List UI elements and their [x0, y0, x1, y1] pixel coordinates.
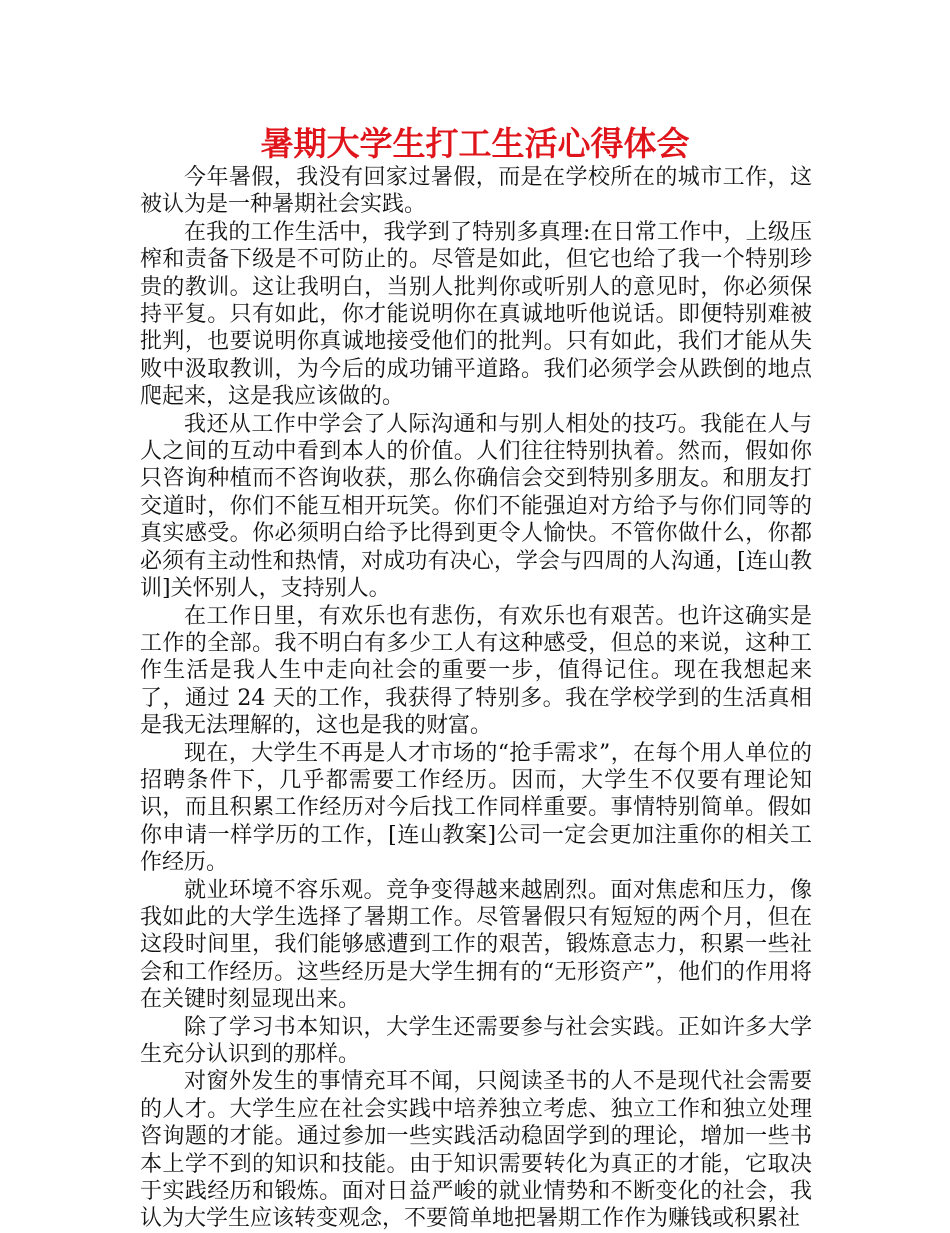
paragraph-5: 现在，大学生不再是人才市场的“抢手需求”，在每个用人单位的招聘条件下，几乎都需要工作经历。因而，大学生不仅要有理论知识，而且积累工作经历对今后找工作同样重要。事情特别简单。假如你申请一样学历的工作，[连山教案]公司一定会更加注重你的相关工作经历。 — [140, 740, 812, 876]
paragraph-4: 在工作日里，有欢乐也有悲伤，有欢乐也有艰苦。也许这确实是工作的全部。我不明白有多少工人有这种感受，但总的来说，这种工作生活是我人生中走向社会的重要一步，值得记住。现在我想起来了，通过 24 天的工作，我获得了特别多。我在学校学到的生活真相是我无法理解的，这也是我的财富。 — [140, 603, 812, 739]
paragraph-8: 对窗外发生的事情充耳不闻，只阅读圣书的人不是现代社会需要的人才。大学生应在社会实践中培养独立考虑、独立工作和独立处理咨询题的才能。通过参加一些实践活动稳固学到的理论，增加一些书本上学不到的知识和技能。由于知识需要转化为真正的才能，它取决于实践经历和锻炼。面对日益严峻的就业情势和不断变化的社会，我认为大学生应该转变观念，不要简单地把暑期工作作为赚钱或积累社 — [140, 1069, 812, 1232]
paragraph-2: 在我的工作生活中，我学到了特别多真理:在日常工作中，上级压榨和责备下级是不可防止的。尽管是如此，但它也给了我一个特别珍贵的教训。这让我明白，当别人批判你或听别人的意见时，你必须保持平复。只有如此，你才能说明你在真诚地听他说话。即便特别难被批判，也要说明你真诚地接受他们的批判。只有如此，我们才能从失败中汲取教训，为今后的成功铺平道路。我们必须学会从跌倒的地点爬起来，这是我应该做的。 — [140, 219, 812, 410]
paragraph-3: 我还从工作中学会了人际沟通和与别人相处的技巧。我能在人与人之间的互动中看到本人的价值。人们往往特别执着。然而，假如你只咨询种植而不咨询收获，那么你确信会交到特别多朋友。和朋友打交道时，你们不能互相开玩笑。你们不能强迫对方给予与你们同等的真实感受。你必须明白给予比得到更令人愉快。不管你做什么，你都必须有主动性和热情，对成功有决心，学会与四周的人沟通，[连山教训]关怀别人，支持别人。 — [140, 411, 812, 602]
paragraph-1: 今年暑假，我没有回家过暑假，而是在学校所在的城市工作，这被认为是一种暑期社会实践。 — [140, 165, 812, 218]
document-title: 暑期大学生打工生活心得体会 — [260, 124, 690, 163]
paragraph-6: 就业环境不容乐观。竞争变得越来越剧烈。面对焦虑和压力，像我如此的大学生选择了暑期工作。尽管暑假只有短短的两个月，但在这段时间里，我们能够感遭到工作的艰苦，锻炼意志力，积累一些社会和工作经历。这些经历是大学生拥有的“无形资产”，他们的作用将在关键时刻显现出来。 — [140, 877, 812, 1013]
document-body — [140, 164, 812, 1233]
paragraph-7: 除了学习书本知识，大学生还需要参与社会实践。正如许多大学生充分认识到的那样。 — [140, 1014, 812, 1067]
